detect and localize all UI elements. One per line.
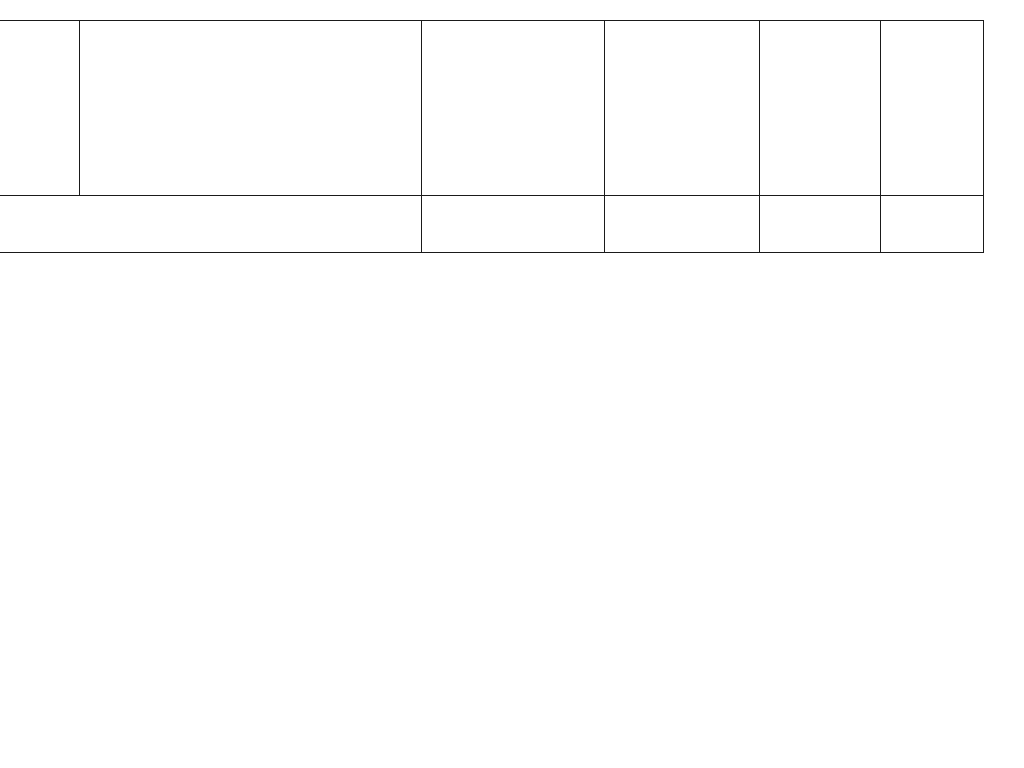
total-korisna-cell — [759, 196, 880, 253]
total-label-cell — [0, 196, 422, 253]
header-sum — [880, 21, 983, 196]
header-korisna — [759, 21, 880, 196]
total-koef-cell — [604, 196, 759, 253]
total-stvarni-cell — [422, 196, 605, 253]
header-namjena — [80, 21, 422, 196]
header-row — [0, 21, 984, 196]
total-row — [0, 196, 984, 253]
header-stvarni — [422, 21, 605, 196]
area-table — [0, 20, 984, 253]
total-sum-cell — [880, 196, 983, 253]
header-oznaka — [0, 21, 80, 196]
header-koef — [604, 21, 759, 196]
